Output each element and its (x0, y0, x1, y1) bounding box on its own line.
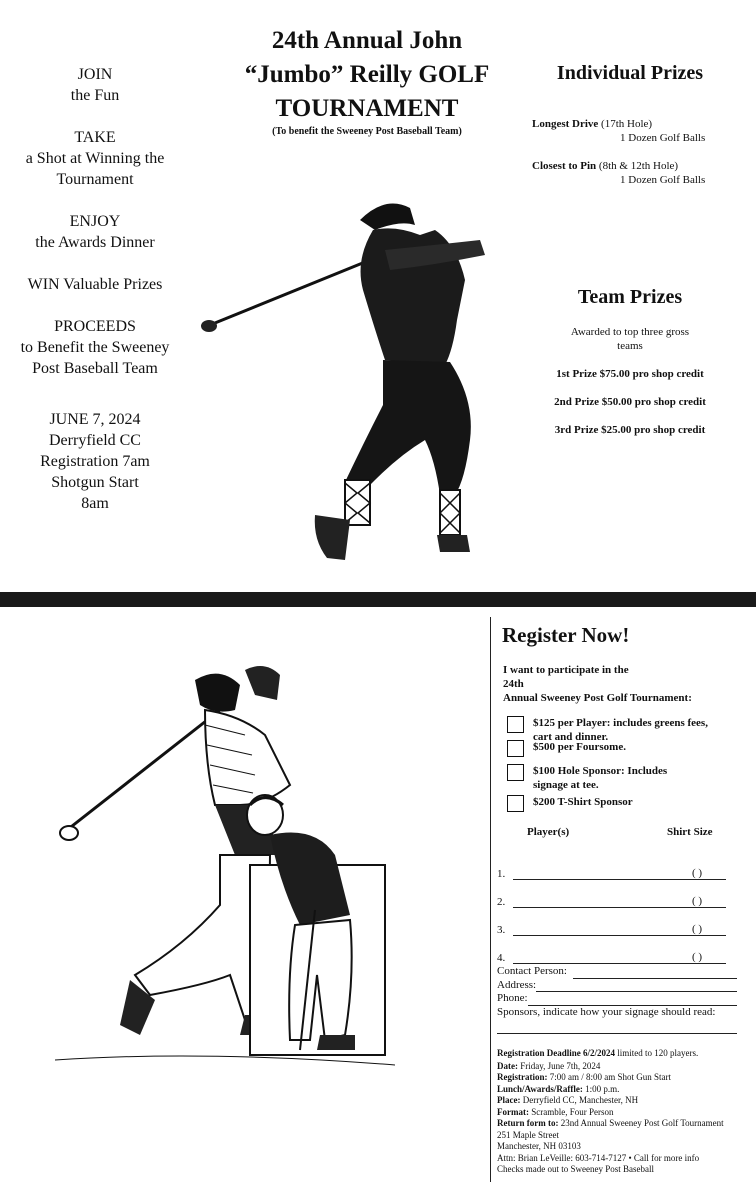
player-name-field[interactable] (513, 925, 668, 936)
two-golfers-illustration (55, 655, 395, 1085)
detail-row: Format: Scramble, Four Person (497, 1106, 614, 1117)
address-field[interactable] (536, 979, 737, 993)
page-divider (0, 592, 756, 607)
tournament-title (222, 24, 512, 126)
title-line-3: TOURNAMENT (275, 95, 459, 122)
registration-details (497, 1048, 752, 1176)
left-item-proceeds: PROCEEDS to Benefit the Sweeney Post Baseball Team (20, 318, 170, 377)
team-prize-2: 2nd Prize $50.00 pro shop credit (554, 396, 706, 408)
register-heading: Register Now! (502, 623, 630, 647)
prize-longest-drive: Longest Drive (17th Hole) 1 Dozen Golf Balls (532, 118, 706, 144)
team-prize-1: 1st Prize $75.00 pro shop credit (556, 368, 704, 380)
checkbox-tshirt-sponsor[interactable] (507, 795, 524, 812)
sponsor-signage-field[interactable] (497, 1019, 737, 1034)
team-prizes-heading: Team Prizes (577, 286, 683, 308)
address-line: Manchester, NH 03103 (497, 1141, 581, 1151)
detail-row: Lunch/Awards/Raffle: 1:00 p.m. (497, 1083, 620, 1094)
option-hole-sponsor[interactable]: $100 Hole Sponsor: Includes signage at tee. (507, 764, 747, 795)
address-line: Attn: Brian LeVeille: 603-714-7127 • Call for more info (497, 1152, 700, 1163)
detail-row: Return form to: 23nd Annual Sweeney Post Golf Tournament (497, 1118, 724, 1128)
contact-section (497, 965, 737, 1034)
shirt-size-field[interactable]: ( ) (668, 923, 726, 936)
contact-person-field[interactable] (573, 965, 737, 979)
registration-options (507, 716, 747, 819)
shirt-size-column-label: Shirt Size (667, 826, 713, 838)
address-line: 251 Maple Street (497, 1129, 559, 1140)
player-name-field[interactable] (513, 953, 668, 964)
player-name-field[interactable] (513, 897, 668, 908)
golfer-swing-illustration (195, 190, 505, 580)
register-intro: I want to participate in the 24th Annual Sweeney Post Golf Tournament: (503, 664, 692, 704)
player-name-field[interactable] (513, 869, 668, 880)
detail-row: Registration: 7:00 am / 8:00 am Shot Gun Start (497, 1072, 671, 1082)
left-item-win: WIN Valuable Prizes (27, 276, 163, 293)
option-foursome[interactable]: $500 per Foursome. (507, 740, 747, 764)
tournament-subtitle: (To benefit the Sweeney Post Baseball Team) (272, 126, 462, 137)
detail-row: Place: Derryfield CC, Manchester, NH (497, 1095, 639, 1105)
option-tshirt-sponsor[interactable]: $200 T-Shirt Sponsor (507, 795, 747, 819)
team-prizes-intro: Awarded to top three gross teams (570, 326, 690, 352)
shirt-size-field[interactable]: ( ) (668, 867, 726, 880)
phone-field[interactable] (528, 992, 737, 1006)
left-item-join: JOIN the Fun (70, 66, 120, 104)
team-prize-3: 3rd Prize $25.00 pro shop credit (554, 424, 706, 436)
left-item-take: TAKE a Shot at Winning the Tournament (25, 129, 165, 188)
detail-row: Date: Friday, June 7th, 2024 (497, 1060, 601, 1071)
player-row: 2. ( ) (497, 880, 737, 908)
shirt-size-field[interactable]: ( ) (668, 951, 726, 964)
shirt-size-field[interactable]: ( ) (668, 895, 726, 908)
address-row: Address: (497, 979, 737, 993)
registration-deadline: Registration Deadline 6/2/2024 limited to 120 players. (497, 1048, 699, 1058)
sponsor-signage-label: Sponsors, indicate how your signage should read: (497, 1005, 716, 1018)
left-panel (0, 64, 190, 535)
title-line-2: “Jumbo” Reilly GOLF (244, 61, 490, 88)
player-row: 4. ( ) (497, 936, 737, 964)
checkbox-hole-sponsor[interactable] (507, 764, 524, 781)
checkbox-player[interactable] (507, 716, 524, 733)
prize-closest-to-pin: Closest to Pin (8th & 12th Hole) 1 Dozen Golf Balls (532, 160, 706, 186)
players-column-label: Player(s) (527, 826, 570, 838)
contact-person-row: Contact Person: (497, 965, 737, 979)
title-line-1: 24th Annual John (271, 27, 463, 54)
individual-prizes-heading: Individual Prizes (556, 62, 704, 84)
player-rows (497, 852, 737, 964)
address-line: Checks made out to Sweeney Post Baseball (497, 1164, 654, 1174)
left-item-date: JUNE 7, 2024 Derryfield CC Registration 7am Shotgun Start 8am (40, 411, 150, 512)
player-row: 3. ( ) (497, 908, 737, 936)
player-row: 1. ( ) (497, 852, 737, 880)
checkbox-foursome[interactable] (507, 740, 524, 757)
option-player[interactable]: $125 per Player: includes greens fees, cart and dinner. (507, 716, 747, 744)
phone-row: Phone: (497, 992, 737, 1006)
left-item-enjoy: ENJOY the Awards Dinner (35, 213, 155, 251)
